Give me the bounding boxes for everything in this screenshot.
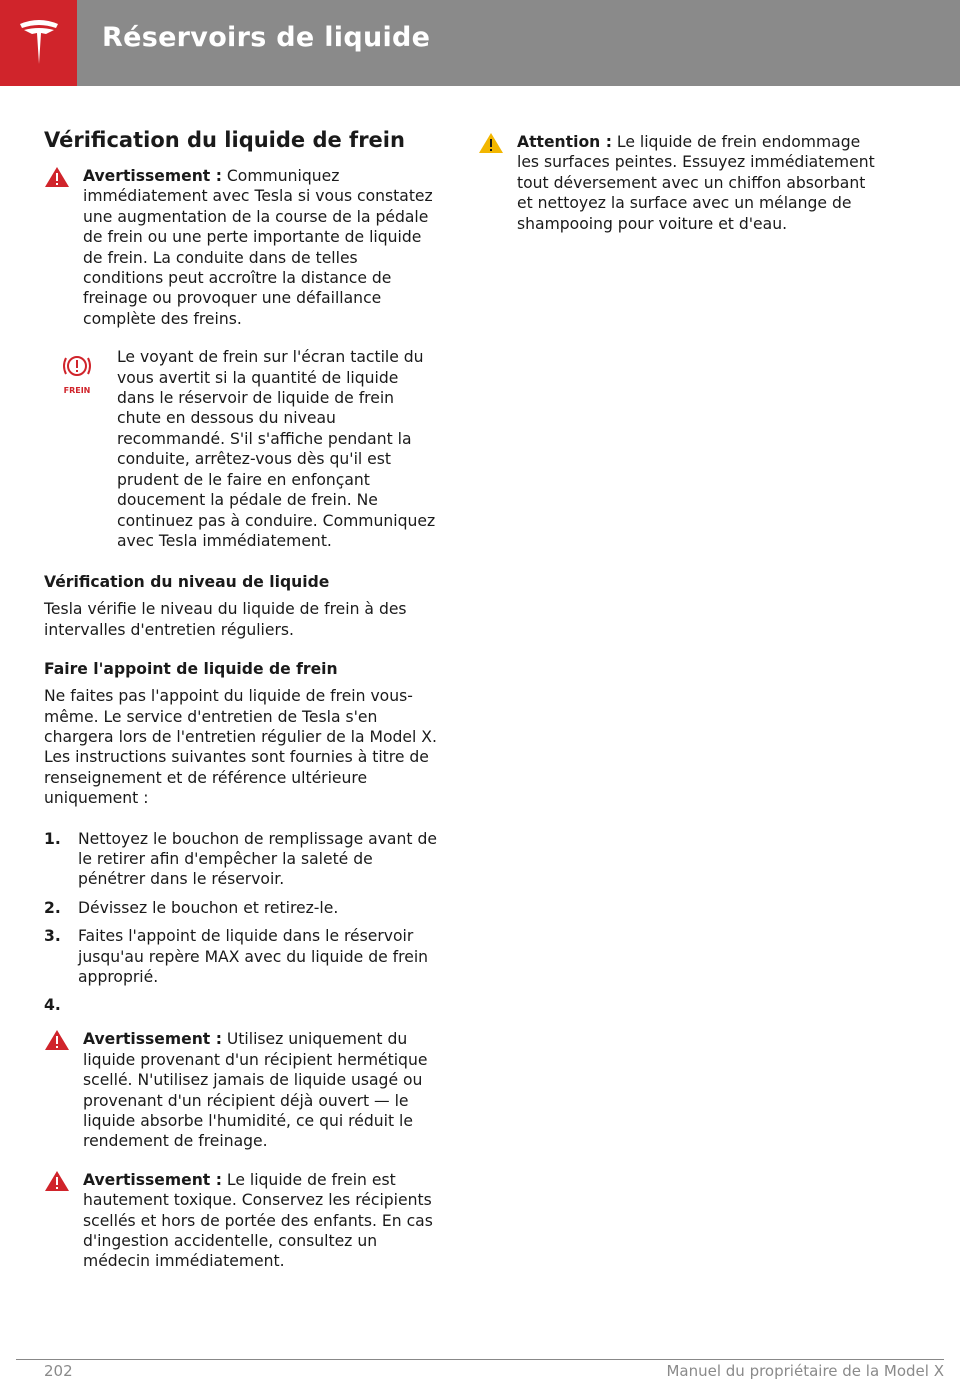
- level-check-text: Tesla vérifie le niveau du liquide de frein à des intervalles d'entretien réguliers.: [44, 600, 407, 639]
- level-check-heading: Vérification du niveau de liquide: [44, 573, 330, 592]
- right-column: [478, 128, 878, 252]
- list-item: 4.: [44, 996, 61, 1015]
- warning-label: Avertissement :: [83, 1030, 222, 1049]
- warning-notice: [44, 166, 440, 329]
- warning-notice: [44, 1170, 440, 1272]
- brake-indicator-text: Le voyant de frein sur l'écran tactile du vous avertit si la quantité de liquide dans le réservoir de liquide de frein chute en dessous du niveau recommandé. S'il s'affiche pendant la conduite, arrêtez-vous dès qu'il est prudent de le faire en enfonçant doucement la pédale de frein. Ne continuez pas à conduire. Communiquez avec Tesla immédiatement.: [117, 348, 436, 550]
- list-item: 1. Nettoyez le bouchon de remplissage avant de le retirer afin d'empêcher la saleté de pénétrer dans le réservoir.: [44, 829, 437, 889]
- topup-text: Ne faites pas l'appoint du liquide de frein vous-même. Le service d'entretien de Tesla s'en chargera lors de l'entretien régulier de la Model X. Les instructions suivantes sont fournies à titre de renseignement et de référence ultérieure uniquement :: [44, 687, 437, 808]
- caution-label: Attention :: [517, 133, 612, 151]
- footer-text: Manuel du propriétaire de la Model X: [666, 1362, 944, 1380]
- section-title: Vérification du liquide de frein: [44, 128, 405, 152]
- page-title: Réservoirs de liquide: [102, 22, 431, 53]
- tesla-logo-icon: [16, 18, 62, 68]
- warning-triangle-icon: [44, 166, 70, 188]
- brake-warning-icon: [60, 353, 94, 379]
- brake-indicator: [60, 353, 94, 396]
- caution-notice: [478, 132, 878, 234]
- warning-text: Utilisez uniquement du liquide provenant d'un récipient hermétique scellé. N'utilisez jamais de liquide usagé ou provenant d'un récipient déjà ouvert — le liquide absorbe l'humidité, ce qui réduit le rendement de freinage.: [83, 1030, 428, 1151]
- warning-triangle-icon: [44, 1170, 70, 1192]
- warning-text: Communiquez immédiatement avec Tesla si vous constatez une augmentation de la course de la pédale de frein ou une perte importante de liquide de frein. La conduite dans de telles conditions peut accroître la distance de freinage ou provoquer une défaillance complète des freins.: [83, 167, 433, 328]
- topup-heading: Faire l'appoint de liquide de frein: [44, 660, 338, 679]
- page-header: [0, 0, 960, 86]
- caution-triangle-icon: [478, 132, 504, 154]
- page-number: 202: [44, 1362, 73, 1380]
- warning-triangle-icon: [44, 1029, 70, 1051]
- footer-divider: [16, 1359, 944, 1360]
- list-item: 2. Dévissez le bouchon et retirez-le.: [44, 898, 339, 917]
- brake-icon-caption: FREIN: [63, 386, 91, 396]
- caution-text: Le liquide de frein endommage les surfaces peintes. Essuyez immédiatement tout déversement avec un chiffon absorbant et nettoyez la surface avec un mélange de shampooing pour voiture et d'eau.: [517, 133, 875, 233]
- brake-indicator-block: [44, 347, 440, 551]
- warning-label: Avertissement :: [83, 1170, 222, 1189]
- brand-logo: [0, 0, 77, 86]
- list-item: 3. Faites l'appoint de liquide dans le réservoir jusqu'au repère MAX avec du liquide de frein approprié.: [44, 927, 429, 986]
- warning-notice: [44, 1029, 440, 1151]
- left-column: [44, 128, 440, 1290]
- warning-label: Avertissement :: [83, 167, 222, 185]
- steps-list: [44, 829, 440, 1016]
- warning-text: Le liquide de frein est hautement toxique. Conservez les récipients scellés et hors de portée des enfants. En cas d'ingestion accidentelle, consultez un médecin immédiatement.: [83, 1170, 433, 1271]
